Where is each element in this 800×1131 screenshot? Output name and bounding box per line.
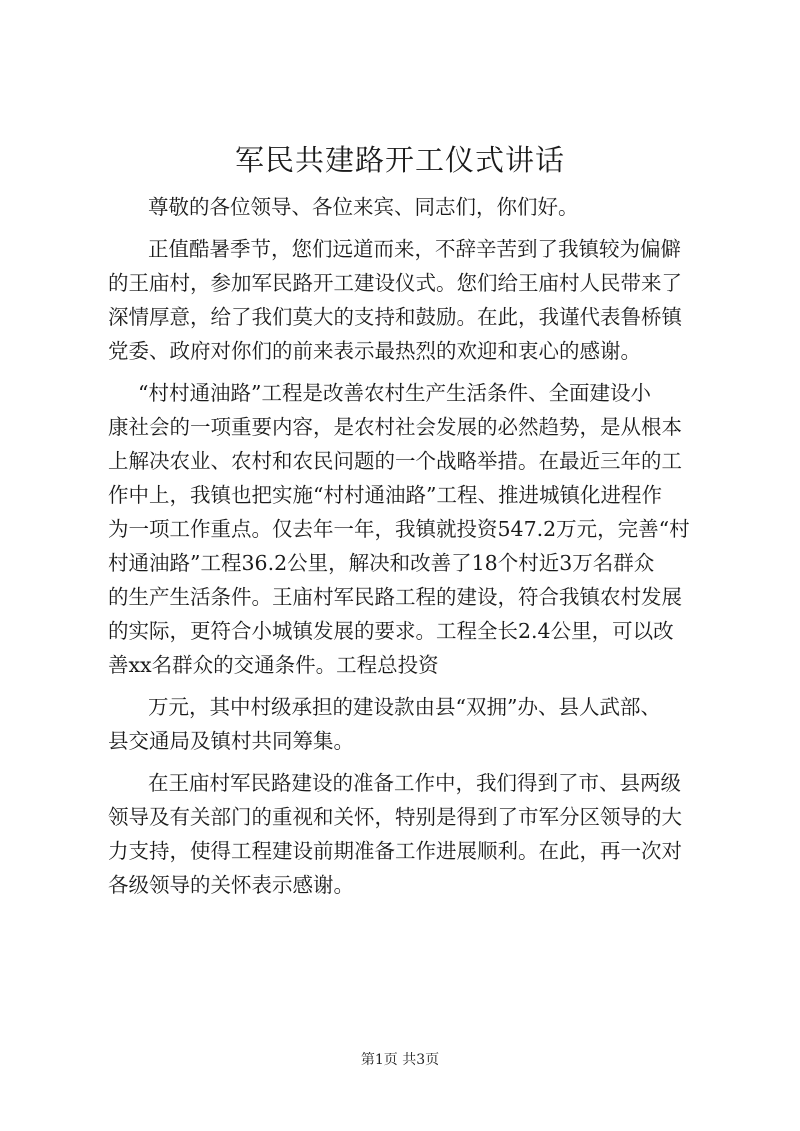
text-line: 的实际，更符合小城镇发展的要求。工程全长2.4公里，可以改	[108, 619, 674, 643]
text-line: 万元，其中村级承担的建设款由县“双拥”办、县人武部、	[148, 695, 661, 719]
text-line: 领导及有关部门的重视和关怀，特别是得到了市军分区领导的大	[108, 805, 682, 829]
text-line: 的王庙村，参加军民路开工建设仪式。您们给王庙村人民带来了	[108, 271, 682, 295]
text-line: 各级领导的关怀表示感谢。	[108, 873, 354, 897]
text-line: 党委、政府对你们的前来表示最热烈的欢迎和衷心的感谢。	[108, 339, 641, 363]
text-line: 康社会的一项重要内容，是农村社会发展的必然趋势，是从根本	[108, 415, 682, 439]
text-line: 上解决农业、农村和农民问题的一个战略举措。在最近三年的工	[108, 449, 682, 473]
text-line: 善xx名群众的交通条件。工程总投资	[108, 653, 439, 677]
text-line: 力支持，使得工程建设前期准备工作进展顺利。在此，再一次对	[108, 839, 682, 863]
text-line: 作中上，我镇也把实施“村村通油路”工程、推进城镇化进程作	[108, 483, 662, 507]
text-line: 正值酷暑季节，您们远道而来，不辞辛苦到了我镇较为偏僻	[148, 237, 681, 261]
text-line: 在王庙村军民路建设的准备工作中，我们得到了市、县两级	[148, 771, 681, 795]
page-number: 第1页 共3页	[360, 1052, 440, 1068]
text-line: 深情厚意，给了我们莫大的支持和鼓励。在此，我谨代表鲁桥镇	[108, 305, 682, 329]
text-line: 尊敬的各位领导、各位来宾、同志们，你们好。	[148, 195, 579, 219]
text-line: “村村通油路”工程是改善农村生产生活条件、全面建设小	[138, 381, 651, 405]
text-line: 村通油路”工程36.2公里，解决和改善了18个村近3万名群众	[108, 551, 655, 575]
text-line: 为一项工作重点。仅去年一年，我镇就投资547.2万元，完善“村	[108, 517, 690, 541]
document-title: 军民共建路开工仪式讲话	[234, 143, 565, 177]
text-line: 县交通局及镇村共同筹集。	[108, 729, 354, 753]
text-line: 的生产生活条件。王庙村军民路工程的建设，符合我镇农村发展	[108, 585, 682, 609]
